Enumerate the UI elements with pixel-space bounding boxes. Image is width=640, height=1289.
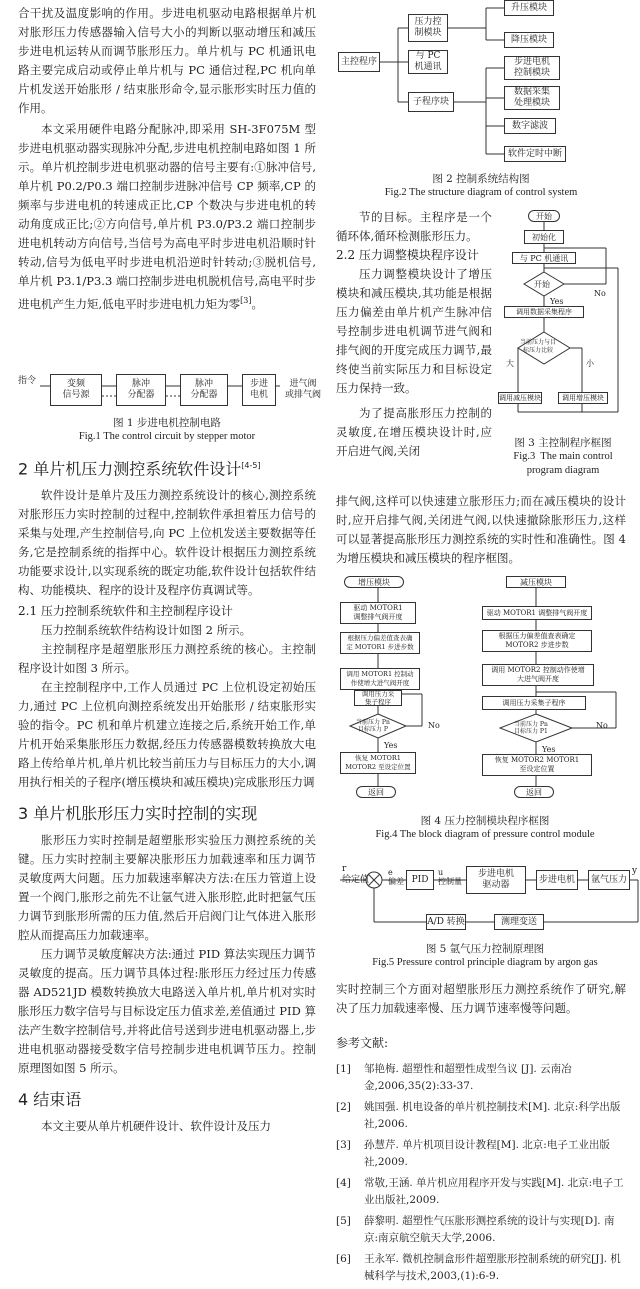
fig2-node-pc-comm: 与 PC 机通讯 (408, 50, 448, 74)
fig4-caption: 图 4 压力控制模块程序框图 (420, 815, 550, 827)
paragraph: 实时控制三个方面对超塑胀形压力测控系统作了研究,解决了压力加载速率慢、压力调节速率慢等问题。 (336, 982, 626, 1015)
fig5-error-label: e 偏差 (388, 868, 404, 886)
fig5-motor-box: 步进电机 (536, 870, 578, 890)
fig3-no-label: No (594, 289, 606, 298)
fig2-node-boost: 升压模块 (504, 0, 554, 16)
reference-text: 薛黎明. 超塑性气压胀形测控系统的设计与实现[D]. 南京:南京航空航天大学,2006. (364, 1215, 615, 1244)
fig4-right-yes-label: Yes (542, 745, 556, 754)
paragraph: 在主控制程序中,工作人员通过 PC 上位机设定初始压力,通过 PC 上位机向测控系统发出开始胀形 / 结束胀形实验的指令。PC 机和单片机建立连接之后,系统开始工作,单片机开始采集胀形压力数据,经压力传感器模数转换放大电路上传给单片机,单片机比较当前压力与目标压力的大小,调用执行相关的子程序(增压模块和减压模块)完成胀形压力调 (18, 680, 316, 790)
reference-number: [5] (336, 1215, 351, 1227)
fig4-right-step5: 恢复 MOTOR2 MOTOR1 至设定位置 (482, 754, 592, 776)
references-list (336, 1061, 626, 1285)
reference-number: [3] (336, 1139, 351, 1151)
right-column-text-1 (336, 208, 492, 461)
fig1-box-pulse-distributor-1: 脉冲 分配器 (116, 374, 166, 406)
figure-4 (340, 574, 630, 844)
fig2-node-digital-filter: 数字滤波 (504, 118, 556, 134)
paragraph: 压力控制系统软件结构设计如图 2 所示。 (41, 623, 252, 638)
fig4-left-yes-label: Yes (384, 741, 398, 750)
left-column-2 (18, 456, 316, 1136)
figure-2 (336, 0, 626, 205)
reference-item (336, 1213, 626, 1247)
fig4-left-step1: 驱动 MOTOR1 调整排气阀开度 (340, 602, 416, 624)
fig4-left-compare: 当前压力 Pn 目标压力 P (356, 719, 390, 733)
paragraph: 为了提高胀形压力控制的灵敏度,在增压模块设计时,应开启进气阀,关闭 (336, 406, 492, 458)
fig2-connectors (336, 0, 626, 170)
fig5-driver-box: 步进电机 驱动器 (466, 866, 526, 894)
fig3-caption-en: Fig.3 The main control program diagram (513, 451, 613, 476)
fig4-right-no-label: No (596, 721, 608, 730)
fig4-left-step4: 调用压力采 集子程序 (354, 690, 402, 706)
fig5-control-label: u 控制量 (438, 868, 462, 886)
fig3-caption: 图 3 主控制程序框图 (514, 437, 612, 449)
fig1-input-label: 指令 (18, 376, 37, 386)
paragraph: 压力调节灵敏度解决方法:通过 PID 算法实现压力调节灵敏度的提高。压力调节具体过程:胀形压力经过压力传感器 AD521JD 模数转换放大电路送入单片机,单片机对实时胀形压力数字信号与目标设定压力值求差,差值通过 PID 算法产生数字控制信号,并将此信号送到步进电机驱动器上,步进电机驱动器接受数字信号控制步进电机调节压力。控制原理图如图 5 所示。 (18, 947, 316, 1076)
reference-text: 邹艳梅. 超塑性和超塑性成型刍议 [J]. 云南冶金,2006,35(2):33-37. (364, 1063, 572, 1092)
right-column-text-3 (336, 980, 626, 1289)
reference-text: 常敬,王涵. 单片机应用程序开发与实践[M]. 北京:电子工业出版社,2009. (364, 1177, 624, 1206)
fig1-caption: 图 1 步进电机控制电路 (113, 417, 221, 429)
fig5-pid-box: PID (406, 870, 434, 890)
reference-item (336, 1251, 626, 1285)
references-heading: 参考文献: (336, 1036, 389, 1050)
paragraph: 排气阀,这样可以快速建立胀形压力;而在减压模块的设计时,应开启排气阀,关闭进气阀,以快速撤除胀形压力,这样可以显著提高胀形压力测控系统的实时性和准确性。图 4 为增压模块和减压模块的程序框图。 (336, 494, 626, 565)
fig3-decision-start: 开始 (534, 280, 550, 289)
fig4-left-no-label: No (428, 721, 440, 730)
reference-number: [4] (336, 1177, 351, 1189)
reference-text: 姚国强. 机电设备的单片机控制技术[M]. 北京:科学出版社,2006. (364, 1101, 621, 1130)
fig3-lt-label: 小 (586, 359, 594, 368)
fig4-left-start: 增压模块 (344, 576, 404, 588)
fig4-right-compare: 当前压力 Pn 目标压力 P1 (514, 721, 548, 735)
paragraph (18, 120, 316, 314)
heading-text: 2 单片机压力测控系统软件设计 (18, 459, 242, 479)
section-heading-4: 4 结束语 (18, 1090, 82, 1110)
reference-text: 孙慧芹. 单片机项目设计教程[M]. 北京:电子工业出版社,2009. (364, 1139, 610, 1168)
paragraph: 压力调整模块设计了增压模块和减压模块,其功能是根据压力偏差由单片机产生脉冲信号控制步进电机调节进气阀和排气阀的开度完成压力调节,最终使当前实际压力和目标设定压力保持一致。 (336, 267, 492, 395)
figure-3 (498, 208, 628, 482)
fig2-caption: 图 2 控制系统结构图 (432, 173, 530, 185)
fig5-setpoint-label: r 给定值 (342, 864, 370, 885)
fig4-left-return: 返回 (356, 786, 396, 798)
subsection-heading-2-2: 2.2 压力调整模块程序设计 (336, 248, 479, 262)
fig3-boost: 调用增压模块 (558, 392, 608, 404)
fig1-box-stepper-motor: 步进 电机 (242, 374, 276, 406)
fig3-gt-label: 大 (506, 359, 514, 368)
paragraph-text: 。 (251, 296, 263, 311)
fig5-gas-box: 氩气压力 (588, 870, 630, 890)
fig4-right-step1: 驱动 MOTOR1 调整排气阀开度 (482, 606, 592, 620)
left-column (18, 4, 316, 314)
reference-number: [2] (336, 1101, 351, 1113)
fig1-box-signal-source: 变频 信号源 (50, 374, 102, 406)
reference-number: [1] (336, 1063, 351, 1075)
reference-item (336, 1137, 626, 1171)
fig1-caption-en: Fig.1 The control circuit by stepper motor (78, 431, 256, 442)
fig5-caption-en: Fig.5 Pressure control principle diagram by argon gas (372, 957, 598, 968)
section-heading-2 (18, 456, 316, 478)
fig3-data-acq: 调用数据采集程序 (504, 306, 584, 318)
figure-5 (340, 858, 638, 974)
reference-item (336, 1099, 626, 1133)
fig5-meas-box: 测理变送 (494, 914, 544, 930)
fig2-node-subroutine: 子程序块 (408, 92, 454, 112)
fig2-node-reduce: 降压模块 (504, 32, 554, 48)
fig4-right-step4: 调用压力采集子程序 (482, 696, 586, 710)
fig4-right-return: 返回 (514, 786, 554, 798)
fig2-node-data-acq: 数据采集 处理模块 (504, 86, 560, 110)
paragraph: 胀形压力实时控制是超塑胀形实验压力测控系统的关键。压力实时控制主要解决胀形压力加载速率和压力调节灵敏度两大问题。压力加载速率解决方法:在压力管道上设置一个阀门,胀形之前先不让氩气进入胀形腔,此时把氩气压力调节到胀形所需的压力值,然后开启阀门让气体进入胀形腔从而提高压力加载速率。 (18, 833, 316, 943)
fig3-init: 初始化 (524, 230, 564, 244)
fig2-node-pressure-control: 压力控 制模块 (408, 14, 448, 42)
right-column-text-2 (336, 492, 626, 568)
paragraph: 软件设计是单片及压力测控系统设计的核心,测控系统对胀形压力实时控制的过程中,控制软件承担着压力信号的采集与处理,产生控制信号,向 PC 上位机发送主要数据等任务,它是控制系统的指挥中心。软件设计根据压力测控系统功能要求设计,以实现系统的既定功能,软件设计包括软件结构、功能模块、程序的设计及程序仿真调试等。 (18, 488, 316, 598)
fig2-node-stepper-control: 步进电机 控制模块 (504, 56, 560, 80)
fig4-left-step2: 根据压力偏差值查表确 定 MOTOR1 步进步数 (340, 632, 420, 654)
fig4-left-step3: 调用 MOTOR1 控制动 作使增大进气阀开度 (340, 668, 420, 690)
paragraph: 节的目标。主程序是一个循环体,循环检测胀形压力。 (336, 210, 492, 243)
fig2-node-main: 主控程序 (338, 52, 380, 72)
section-heading-3: 3 单片机胀形压力实时控制的实现 (18, 804, 258, 824)
fig3-pc-comm: 与 PC 机通讯 (512, 252, 576, 264)
fig4-left-step5: 恢复 MOTOR1 MOTOR2 至设定位置 (340, 752, 416, 774)
paragraph: 主控制程序是超塑胀形压力测控系统的核心。主控制程序设计如图 3 所示。 (18, 642, 316, 676)
reference-item (336, 1061, 626, 1095)
reference-text: 王永军. 微机控制盒形件超塑胀形控制系统的研究[J]. 机械科学与技术,2003,(1):6-9. (364, 1253, 621, 1282)
fig5-output-label: y (632, 866, 638, 876)
citation: [4-5] (241, 461, 261, 470)
fig1-box-valve: 进气阀 或排气阀 (280, 374, 326, 406)
subsection-heading-2-1: 2.1 压力控制系统软件和主控制程序设计 (18, 604, 233, 619)
fig3-start: 开始 (528, 210, 560, 222)
reference-item (336, 1175, 626, 1209)
fig3-compare: 当前压力与目 标压力比较 (520, 339, 557, 354)
fig4-caption-en: Fig.4 The block diagram of pressure control module (375, 829, 595, 840)
citation: [3] (240, 296, 252, 305)
reference-number: [6] (336, 1253, 351, 1265)
fig5-ad-box: A/D 转换 (426, 914, 466, 930)
figure-1 (18, 372, 321, 452)
paragraph: 本文主要从单片机硬件设计、软件设计及压力 (41, 1119, 271, 1134)
fig4-right-start: 减压模块 (506, 576, 566, 588)
fig4-right-step3: 调用 MOTOR2 控制动作使增 大进气阀开度 (482, 664, 594, 686)
fig5-caption: 图 5 氩气压力控制原理图 (425, 943, 545, 955)
paragraph: 合干扰及温度影响的作用。步进电机驱动电路根据单片机对胀形压力传感器输入信号大小的判断以驱动增压和减压步进电机运转从而调节胀形压力。单片机与 PC 机通讯电路主要完成启动或停止单片机与 PC 通信过程,PC 机向单片机发送开始胀形 / 结束胀形命令,显示胀形实时压力值的作用。 (18, 6, 316, 115)
fig2-caption-en: Fig.2 The structure diagram of control system (384, 187, 578, 198)
fig4-right-step2: 根据压力偏差值查表确定 MOTOR2 步进步数 (482, 630, 592, 652)
fig3-reduce: 调用减压模块 (498, 392, 542, 404)
fig1-box-pulse-distributor-2: 脉冲 分配器 (180, 374, 228, 406)
fig3-yes-label: Yes (550, 297, 564, 306)
fig2-node-timer-interrupt: 软件定时中断 (504, 146, 566, 162)
paragraph-text: 本文采用硬件电路分配脉冲,即采用 SH-3F075M 型步进电机驱动器实现脉冲分配,步进电机控制电路如图 1 所示。单片机控制步进电机驱动器的信号主要有:①脉冲信号,单片机 P0.2/P0.3 端口控制步进脉冲信号 CP 频率,CP 的频率与步进电机的转速成正比,CP 个数决与步进电机的转动角度成正比;②方向信号,单片机 P3.0/P3.2 端口控制步进电机转动方向信号,当信号为高电平时步进电机沿顺时针转动,信号为低电平时步进电机沿逆时针转动;③脱机信号,单片机 P3.1/P3.3 端口控制步进电机脱机信号,高电平时步进电机产生力矩,低电平时步进电机力矩为零 (18, 122, 316, 311)
